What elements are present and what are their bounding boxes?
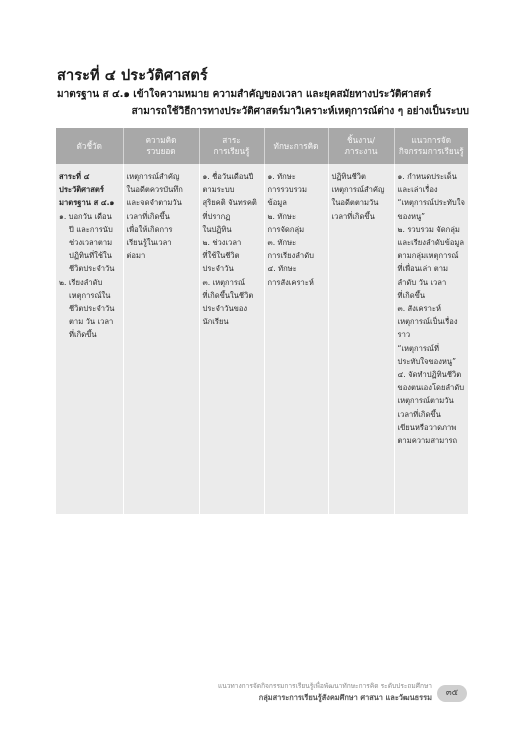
cell-activities: [394, 164, 468, 514]
standard-line-2: สามารถใช้วิธีการทางประวัติศาสตร์มาวิเคราะห์เหตุการณ์ต่าง ๆ อย่างเป็นระบบ: [131, 106, 469, 117]
cell-line: การรวบรวม: [267, 185, 307, 195]
cell-line: สุริยคติ จันทรคติ: [202, 198, 257, 208]
cell-line: ในอดีตตามวัน: [331, 198, 379, 208]
cell-line: ๓. เหตุการณ์: [202, 277, 246, 287]
cell-line: การจัดกลุ่ม: [267, 224, 305, 234]
cell-line: เพื่อให้เกิดการ: [126, 224, 173, 234]
cell-content: [199, 164, 264, 514]
indicator-standard: มาตรฐาน ส ๔.๑: [59, 198, 115, 208]
cell-line: ๓. ทักษะ: [267, 238, 297, 248]
table-row: [56, 164, 468, 514]
cell-line: เวลาที่เกิดขึ้น: [331, 211, 375, 221]
page-number: ๓๕: [437, 685, 467, 702]
cell-line: ๒. ทักษะ: [267, 211, 297, 221]
table-header-row: [56, 128, 468, 164]
indicator-1-line: ช่วงเวลาตาม: [69, 238, 113, 248]
cell-line: ๑. กำหนดประเด็น: [397, 172, 457, 181]
header-concept: ความคิด รวบยอด: [123, 128, 199, 164]
cell-line: ในอดีตควรบันทึก: [126, 185, 183, 195]
cell-thinking-skills: [264, 164, 328, 514]
standard-line-1: มาตรฐาน ส ๔.๑ เข้าใจความหมาย ความสำคัญของเวลา และยุคสมัยทางประวัติศาสตร์: [57, 89, 432, 100]
cell-line: ๓. สังเคราะห์: [397, 304, 441, 314]
indicator-1-line: ปฏิทินที่ใช้ใน: [69, 251, 112, 261]
header-content: สาระ การเรียนรู้: [199, 128, 264, 164]
cell-line: และเล่าเรื่อง: [397, 185, 438, 195]
cell-line: และเรียงลำดับข้อมูล: [397, 238, 465, 248]
cell-work-task: [328, 164, 394, 514]
cell-line: ประจำวันของ: [202, 304, 248, 314]
cell-line: ๔. จัดทำปฏิทินชีวิต: [397, 370, 462, 380]
cell-line: เขียนหรือวาดภาพ: [397, 422, 457, 432]
cell-line: ข้อมูล: [267, 198, 287, 208]
indicator-2-line: ๒. เรียงลำดับ: [59, 277, 103, 287]
indicator-subject: ประวัติศาสตร์: [59, 185, 104, 195]
indicator-1-line: ชีวิตประจำวัน: [69, 264, 115, 274]
indicator-1-line: ปี และการนับ: [69, 224, 113, 234]
cell-line: ที่ปรากฏ: [202, 211, 231, 221]
cell-line: ประจำวัน: [202, 264, 234, 274]
indicator-2-line: ที่เกิดขึ้น: [69, 330, 97, 340]
cell-line: ที่เกิดขึ้นในชีวิต: [202, 290, 254, 300]
cell-line: การเรียงลำดับ: [267, 251, 314, 261]
footer-subject-group: กลุ่มสาระการเรียนรู้สังคมศึกษา ศาสนา และวัฒนธรรม: [258, 693, 432, 702]
cell-concept: [123, 164, 199, 514]
cell-line: ของตนเองโดยลำดับ: [397, 383, 465, 393]
cell-line: ที่เกิดขึ้น: [397, 290, 426, 300]
cell-indicators: [56, 164, 123, 514]
indicator-2-line: เหตุการณ์ใน: [69, 290, 111, 300]
cell-line: ที่เพื่อนเล่า ตาม: [397, 264, 448, 274]
cell-line: ๒. รวบรวม จัดกลุ่ม: [397, 224, 460, 234]
header-indicator: ตัวชี้วัด: [56, 128, 123, 164]
cell-line: เหตุการณ์ตามวัน: [397, 396, 454, 406]
indicator-2-line: ชีวิตประจำวัน: [69, 304, 115, 314]
cell-line: ตามกลุ่มเหตุการณ์: [397, 251, 459, 261]
cell-line: ตามระบบ: [202, 185, 235, 195]
cell-line: เวลาที่เกิดขึ้น: [126, 211, 170, 221]
cell-line: ที่ใช้ในชีวิต: [202, 251, 240, 261]
cell-line: ต่อมา: [126, 251, 146, 261]
indicator-strand: สาระที่ ๔: [59, 172, 90, 181]
cell-line: และจดจำตามวัน: [126, 198, 182, 208]
cell-line: ตามความสามารถ: [397, 436, 458, 446]
cell-line: ของหนู”: [397, 211, 426, 221]
section-title: สาระที่ ๔ ประวัติศาสตร์: [57, 68, 208, 84]
cell-line: ๑. ชื่อวันเดือนปี: [202, 172, 254, 181]
cell-line: เหตุการณ์สำคัญ: [331, 185, 385, 195]
cell-line: ในปฏิทิน: [202, 224, 232, 234]
cell-line: เวลาที่เกิดขึ้น: [397, 409, 441, 419]
cell-line: เหตุการณ์เป็นเรื่องราว: [397, 317, 458, 340]
cell-line: ลำดับ วัน เวลา: [397, 277, 447, 287]
footer-book-title: แนวทางการจัดกิจกรรมการเรียนรู้เพื่อพัฒนาทักษะการคิด ระดับประถมศึกษา: [217, 682, 432, 690]
indicator-2-line: ตาม วัน เวลา: [69, 317, 114, 327]
footer: [200, 680, 432, 704]
indicator-1-line: ๑. บอกวัน เดือน: [59, 211, 112, 221]
header-activities: แนวการจัด กิจกรรมการเรียนรู้: [394, 128, 468, 164]
cell-line: นักเรียน: [202, 317, 229, 327]
header-work-task: ชิ้นงาน/ ภาระงาน: [328, 128, 394, 164]
cell-line: ๑. ทักษะ: [267, 172, 296, 181]
curriculum-table: [56, 128, 468, 514]
cell-line: ๔. ทักษะ: [267, 264, 297, 274]
cell-line: การสังเคราะห์: [267, 277, 314, 287]
cell-line: “เหตุการณ์ประทับใจ: [397, 198, 465, 208]
cell-line: “เหตุการณ์ที่: [397, 343, 439, 353]
cell-line: ๒. ช่วงเวลา: [202, 238, 242, 248]
cell-line: เรียนรู้ในเวลา: [126, 238, 172, 248]
cell-line: เหตุการณ์สำคัญ: [126, 172, 180, 181]
cell-line: ประทับใจของหนู”: [397, 356, 457, 366]
header-thinking-skills: ทักษะการคิด: [264, 128, 328, 164]
cell-line: ปฏิทินชีวิต: [331, 172, 366, 181]
standard-statement: [57, 86, 469, 120]
